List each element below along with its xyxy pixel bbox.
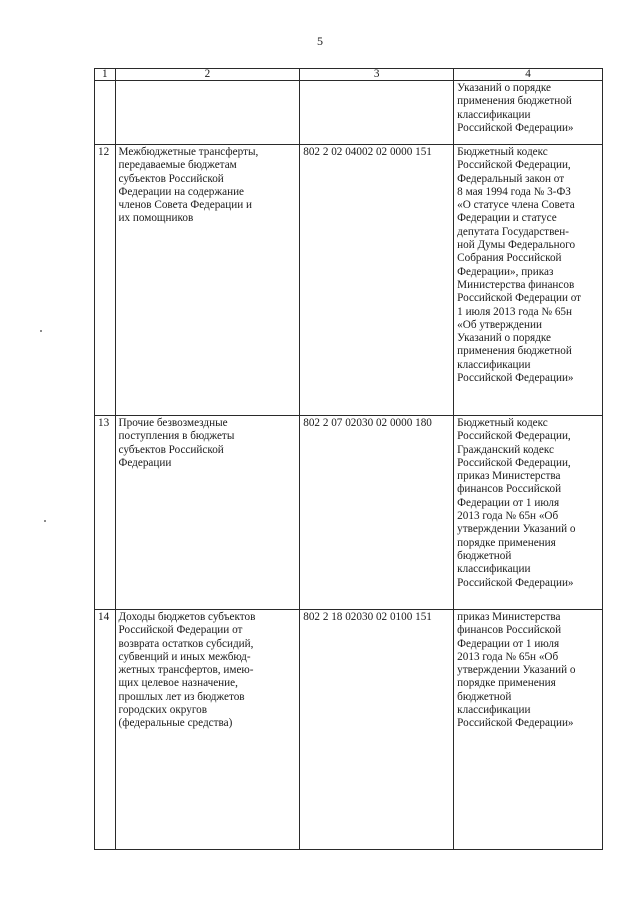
revenue-name-cell [115, 416, 300, 610]
revenue-name-cell [115, 145, 300, 416]
text-line: применения бюджетной [457, 95, 572, 108]
text-line: утверждении Указаний о [457, 523, 576, 536]
table-row [95, 416, 603, 610]
text-line: Российской Федерации» [457, 717, 574, 730]
row-number-cell: 14 [95, 610, 116, 850]
legal-basis-cell [454, 81, 603, 145]
text-line: депутата Государствен- [457, 225, 569, 238]
text-line: возврата остатков субсидий, [118, 637, 254, 650]
text-line: 2013 года № 65н «Об [457, 650, 559, 663]
text-line: Российской Федерации, [457, 456, 571, 469]
revenue-name-cell [115, 81, 300, 145]
text-line: Федерации от 1 июля [457, 496, 560, 509]
text-line: утверждении Указаний о [457, 664, 576, 677]
column-header: 2 [115, 69, 300, 81]
text-line: Федерации от 1 июля [457, 637, 560, 650]
text-line: ной Думы Федерального [457, 239, 576, 252]
text-line: «Об утверждении [457, 318, 542, 331]
row-number-cell: 12 [95, 145, 116, 416]
legal-basis-cell [454, 145, 603, 416]
text-line: субъектов Российской [118, 443, 224, 456]
text-line: городских округов [118, 704, 208, 717]
text-line: «О статусе члена Совета [457, 199, 575, 212]
text-line: Федерации и статусе [457, 212, 557, 225]
text-line: порядке применения [457, 677, 556, 690]
text-line: финансов Российской [457, 624, 562, 637]
text-line: Федерации [118, 456, 172, 469]
table-row [95, 610, 603, 850]
text-line: Российской Федерации от [118, 624, 243, 637]
text-line: Собрания Российской [457, 252, 562, 265]
column-header: 3 [300, 69, 454, 81]
text-line: Указаний о порядке [457, 82, 552, 94]
revenue-name-cell [115, 610, 300, 850]
text-line: субвенций и иных межбюд- [118, 650, 251, 663]
text-line: передаваемые бюджетам [118, 159, 237, 172]
column-header: 4 [454, 69, 603, 81]
text-line: Федеральный закон от [457, 172, 565, 185]
text-line: Российской Федерации» [457, 372, 574, 385]
text-line: Российской Федерации, [457, 430, 571, 443]
text-line: Федерации на содержание [118, 185, 245, 198]
text-line: бюджетной [457, 690, 512, 703]
budget-code-cell: 802 2 02 04002 02 0000 151 [300, 145, 454, 416]
text-line: Указаний о порядке [457, 332, 552, 345]
text-line: порядке применения [457, 536, 556, 549]
text-line: Федерации», приказ [457, 265, 554, 278]
table-row-continuation [95, 81, 603, 145]
text-line: приказ Министерства [457, 470, 561, 483]
text-line: Прочие безвозмездные [118, 417, 228, 429]
text-line: классификации [457, 358, 531, 371]
text-line: Бюджетный кодекс [457, 146, 548, 158]
text-line: щих целевое назначение, [118, 677, 238, 690]
text-line: Российской Федерации от [457, 292, 582, 305]
text-line: классификации [457, 108, 531, 121]
text-line: Бюджетный кодекс [457, 417, 548, 429]
budget-code-cell: 802 2 18 02030 02 0100 151 [300, 610, 454, 850]
text-line: 2013 года № 65н «Об [457, 510, 559, 523]
scan-mark [40, 330, 42, 332]
text-line: приказ Министерства [457, 611, 561, 623]
text-line: применения бюджетной [457, 345, 572, 358]
text-line: субъектов Российской [118, 172, 224, 185]
scan-mark [44, 520, 46, 522]
page-number: 5 [317, 34, 323, 48]
row-number-cell [95, 81, 116, 145]
text-line: их помощников [118, 212, 194, 225]
text-line: 8 мая 1994 года № 3-ФЗ [457, 185, 571, 198]
table-row [95, 145, 603, 416]
text-line: 1 июля 2013 года № 65н [457, 305, 573, 318]
text-line: Межбюджетные трансферты, [118, 146, 259, 158]
text-line: бюджетной [457, 549, 512, 562]
text-line: Гражданский кодекс [457, 443, 554, 456]
text-line: жетных трансфертов, имею- [118, 664, 254, 677]
text-line: Доходы бюджетов субъектов [118, 611, 256, 623]
text-line: Министерства финансов [457, 278, 575, 291]
text-line: (федеральные средства) [118, 717, 233, 730]
legal-basis-cell [454, 610, 603, 850]
table-body [95, 81, 603, 850]
row-number-cell: 13 [95, 416, 116, 610]
text-line: прошлых лет из бюджетов [118, 690, 245, 703]
text-line: Российской Федерации» [457, 121, 574, 134]
text-line: классификации [457, 704, 531, 717]
table-header-row [95, 69, 603, 81]
budget-code-cell: 802 2 07 02030 02 0000 180 [300, 416, 454, 610]
legal-basis-cell [454, 416, 603, 610]
column-header: 1 [95, 69, 116, 81]
text-line: Российской Федерации» [457, 576, 574, 589]
text-line: членов Совета Федерации и [118, 199, 252, 212]
budget-revenue-table [94, 68, 603, 850]
text-line: поступления в бюджеты [118, 430, 235, 443]
budget-code-cell [300, 81, 454, 145]
text-line: финансов Российской [457, 483, 562, 496]
text-line: классификации [457, 563, 531, 576]
text-line: Российской Федерации, [457, 159, 571, 172]
